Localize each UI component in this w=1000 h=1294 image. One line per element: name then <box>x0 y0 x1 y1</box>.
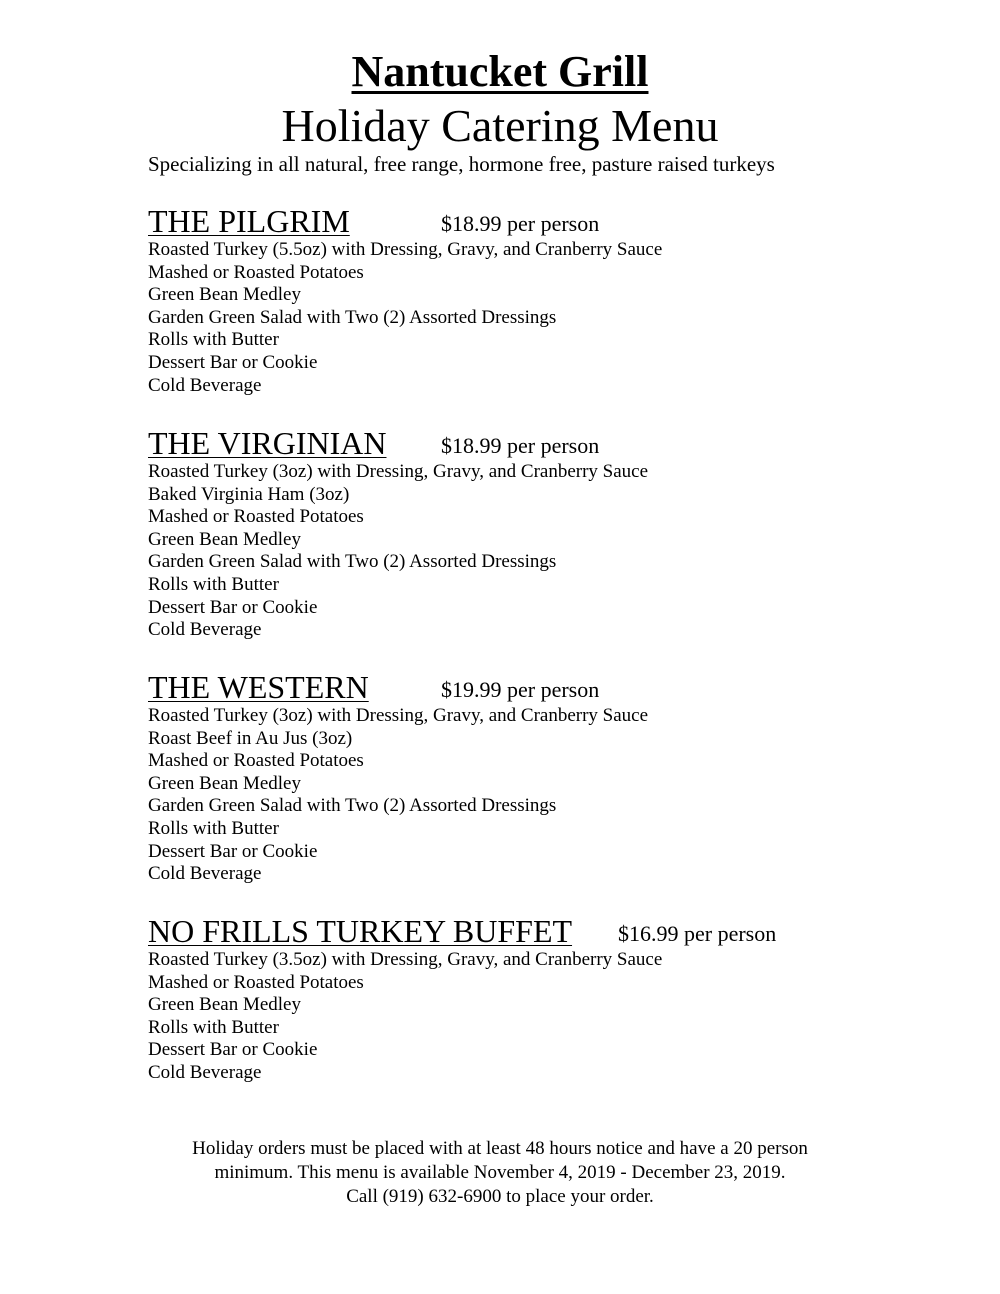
list-item: Roasted Turkey (3oz) with Dressing, Gravy, and Cranberry Sauce <box>148 705 649 726</box>
section-price: $19.99 per person <box>441 677 600 702</box>
menu-section-western <box>148 669 648 886</box>
section-name: THE PILGRIM <box>148 203 350 239</box>
list-item: Baked Virginia Ham (3oz) <box>148 483 350 505</box>
list-item: Roasted Turkey (3.5oz) with Dressing, Gravy, and Cranberry Sauce <box>148 949 663 970</box>
section-name: NO FRILLS TURKEY BUFFET <box>148 913 573 949</box>
menu-items <box>148 461 648 642</box>
list-item: Garden Green Salad with Two (2) Assorted Dressings <box>148 795 557 817</box>
list-item: Dessert Bar or Cookie <box>148 840 318 862</box>
section-name: THE VIRGINIAN <box>148 425 387 461</box>
list-item: Dessert Bar or Cookie <box>148 596 318 618</box>
list-item: Rolls with Butter <box>148 329 279 351</box>
list-item: Mashed or Roasted Potatoes <box>148 750 364 772</box>
menu-section-pilgrim <box>148 203 662 397</box>
section-price: $16.99 per person <box>618 921 777 946</box>
section-price: $18.99 per person <box>441 433 600 458</box>
restaurant-title-text: Nantucket Grill <box>351 47 649 96</box>
list-item: Cold Beverage <box>148 374 262 396</box>
order-notice <box>0 1137 1000 1209</box>
menu-items <box>148 949 662 1085</box>
section-header <box>148 203 662 239</box>
section-header <box>148 669 648 705</box>
list-item: Cold Beverage <box>148 619 262 641</box>
list-item: Cold Beverage <box>148 863 262 885</box>
notice-line: Holiday orders must be placed with at least 48 hours notice and have a 20 person <box>192 1138 808 1159</box>
notice-line: minimum. This menu is available November 4, 2019 - December 23, 2019. <box>214 1162 786 1183</box>
menu-items <box>148 705 648 886</box>
section-name: THE WESTERN <box>148 669 369 705</box>
section-header <box>148 913 777 949</box>
list-item: Roast Beef in Au Jus (3oz) <box>148 727 353 749</box>
list-item: Green Bean Medley <box>148 994 301 1016</box>
list-item: Garden Green Salad with Two (2) Assorted Dressings <box>148 306 557 328</box>
list-item: Rolls with Butter <box>148 1016 279 1038</box>
list-item: Roasted Turkey (3oz) with Dressing, Gravy, and Cranberry Sauce <box>148 461 649 482</box>
list-item: Garden Green Salad with Two (2) Assorted Dressings <box>148 551 557 573</box>
menu-section-no-frills <box>148 913 777 1085</box>
list-item: Cold Beverage <box>148 1061 262 1083</box>
list-item: Mashed or Roasted Potatoes <box>148 261 364 283</box>
menu-section-virginian <box>148 425 648 642</box>
restaurant-title <box>0 46 1000 98</box>
section-price: $18.99 per person <box>441 211 600 236</box>
list-item: Rolls with Butter <box>148 817 279 839</box>
tagline: Specializing in all natural, free range, hormone free, pasture raised turkeys <box>148 152 775 176</box>
list-item: Green Bean Medley <box>148 772 301 794</box>
notice-line: Call (919) 632-6900 to place your order. <box>346 1186 654 1207</box>
list-item: Mashed or Roasted Potatoes <box>148 971 364 993</box>
menu-items <box>148 239 662 397</box>
list-item: Dessert Bar or Cookie <box>148 1039 318 1061</box>
list-item: Rolls with Butter <box>148 573 279 595</box>
section-header <box>148 425 648 461</box>
list-item: Mashed or Roasted Potatoes <box>148 506 364 528</box>
menu-subtitle: Holiday Catering Menu <box>281 100 719 151</box>
list-item: Green Bean Medley <box>148 284 301 306</box>
list-item: Dessert Bar or Cookie <box>148 351 318 373</box>
list-item: Green Bean Medley <box>148 528 301 550</box>
list-item: Roasted Turkey (5.5oz) with Dressing, Gravy, and Cranberry Sauce <box>148 239 663 260</box>
